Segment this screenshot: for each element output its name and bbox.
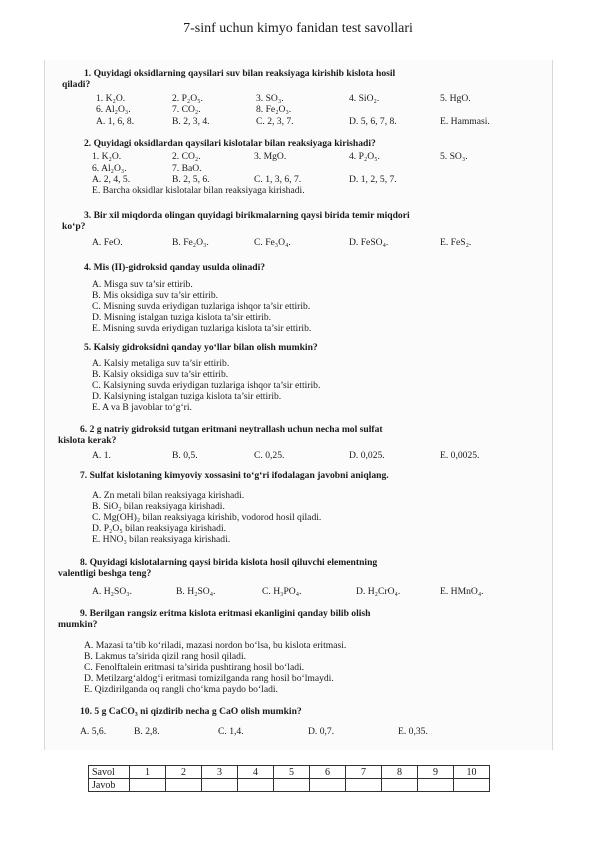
answer-table-row2-label: Javob [89,779,130,792]
question-1-option: 1. K₂O. [96,93,126,104]
question-6-text: 6. 2 g natriy gidroksid tutgan eritmani neytrallash uchun necha mol sulfat [80,424,383,435]
answer-cell[interactable] [346,779,382,792]
question-2-option: 2. CO₂. [172,151,201,162]
question-8-option: A. H₂SO₃. [92,586,133,597]
question-3-option: B. Fe₂O₃. [172,237,209,248]
question-10-text: 10. 5 g CaCO₃ ni qizdirib necha g CaO olish mumkin? [80,706,302,717]
answer-table-question-row [89,766,490,779]
question-2-text: 2. Quyidagi oksidlardan qaysilari kislotalar bilan reaksiyaga kirishadi? [84,138,376,149]
question-3-option: E. FeS₂. [440,237,472,248]
question-1-option: 5. HgO. [440,93,471,104]
answer-cell[interactable] [238,779,274,792]
question-9-text: 9. Berilgan rangsiz eritma kislota eritmasi ekanligini qanday bilib olish [80,608,371,619]
answer-cell[interactable] [166,779,202,792]
question-5-text: 5. Kalsiy gidroksidni qanday yo‘llar bilan olish mumkin? [84,342,318,353]
question-6-option: A. 1. [92,450,111,461]
answer-cell[interactable] [310,779,346,792]
question-4-option: B. Mis oksidiga suv ta’sir ettirib. [92,290,219,301]
question-number-cell: 5 [274,766,310,779]
question-number-cell: 6 [310,766,346,779]
question-2-option: B. 2, 5, 6. [172,174,210,185]
question-2-option: 6. Al₂O₃. [92,163,127,174]
question-7-option: B. SiO₂ bilan reaksiyaga kirishadi. [92,501,225,512]
question-7-option: D. P₂O₅ bilan reaksiyaga kirishadi. [92,523,227,534]
question-4-option: E. Misning suvda eriydigan tuzlariga kislota ta’sir ettirib. [92,323,312,334]
answer-table [88,765,490,792]
question-2-option: D. 1, 2, 5, 7. [349,174,397,185]
question-3-option: D. FeSO₄. [349,237,389,248]
question-9-option: E. Qizdirilganda oq rangli cho‘kma paydo bo‘ladi. [84,684,278,695]
question-1-option: 4. SiO₂. [349,93,380,104]
question-8-text: valentligi beshga teng? [58,568,152,579]
question-5-option: D. Kalsiyning istalgan tuziga kislota ta’sir ettirib. [92,391,282,402]
answer-cell[interactable] [418,779,454,792]
question-9-option: A. Mazasi ta’tib ko‘riladi, mazasi nordon bo‘lsa, bu kislota eritmasi. [84,640,347,651]
question-5-option: C. Kalsiyning suvda eriydigan tuzlariga ishqor ta’sir ettirib. [92,380,321,391]
page-title: 7-sinf uchun kimyo fanidan test savollari [183,21,413,36]
question-number-cell: 2 [166,766,202,779]
answer-table-row1-label: Savol [89,766,130,779]
answer-cell[interactable] [130,779,166,792]
question-number-cell: 7 [346,766,382,779]
question-2-option: A. 2, 4, 5. [92,174,131,185]
question-8-option: B. H₂SO₄. [176,586,216,597]
question-6-text: kislota kerak? [58,435,117,446]
question-8-option: C. H₃PO₄. [262,586,302,597]
answer-table-answer-row [89,779,490,792]
question-10-option: C. 1,4. [218,726,244,737]
scan-edge-right [552,60,553,750]
question-1-option: D. 5, 6, 7, 8. [349,116,397,127]
question-3-option: A. FeO. [92,237,123,248]
question-5-option: B. Kalsiy oksidiga suv ta’sir ettirib. [92,369,229,380]
question-number-cell: 3 [202,766,238,779]
question-8-text: 8. Quyidagi kislotalarning qaysi birida kislota hosil qiluvchi elementning [80,557,378,568]
answer-cell[interactable] [454,779,490,792]
question-9-text: mumkin? [58,619,98,630]
question-1-option: 7. CO₂. [172,104,201,115]
question-1-option: A. 1, 6, 8. [96,116,135,127]
question-number-cell: 9 [418,766,454,779]
question-6-option: D. 0,025. [349,450,385,461]
question-2-option: 7. BaO. [172,163,202,174]
question-1-option: 6. Al₂O₃. [96,104,131,115]
question-2-option: C. 1, 3, 6, 7. [254,174,302,185]
question-1-option: B. 2, 3, 4. [172,116,210,127]
question-number-cell: 8 [382,766,418,779]
question-2-option: 5. SO₃. [440,151,468,162]
question-number-cell: 10 [454,766,490,779]
scan-edge-left [44,60,45,750]
question-8-option: E. HMnO₄. [440,586,484,597]
answer-cell[interactable] [202,779,238,792]
question-6-option: E. 0,0025. [440,450,480,461]
question-6-option: B. 0,5. [172,450,198,461]
question-10-option: B. 2,8. [134,726,160,737]
question-3-text: ko‘p? [62,221,86,232]
question-1-option: C. 2, 3, 7. [256,116,294,127]
question-10-option: E. 0,35. [398,726,428,737]
question-3-option: C. Fe₃O₄. [254,237,291,248]
question-1-option: 2. P₂O₅. [172,93,203,104]
question-9-option: C. Fenolftalein eritmasi ta’sirida pushtirang hosil bo‘ladi. [84,662,305,673]
question-7-option: C. Mg(OH)₂ bilan reaksiyaga kirishib, vodorod hosil qiladi. [92,512,322,523]
question-4-text: 4. Mis (II)-gidroksid qanday usulda olinadi? [84,262,266,273]
question-9-option: D. Metilzarg‘aldog‘i eritmasi tomizilganda rang hosil bo‘lmaydi. [84,673,334,684]
question-3-text: 3. Bir xil miqdorda olingan quyidagi birikmalarning qaysi birida temir miqdori [84,210,410,221]
question-5-option: A. Kalsiy metaliga suv ta’sir ettirib. [92,358,230,369]
question-2-option: 4. P₂O₅. [349,151,380,162]
question-1-text: qiladi? [62,79,91,90]
question-1-option: 8. Fe₂O₃. [256,104,292,115]
question-4-option: D. Misning istalgan tuziga kislota ta’sir ettirib. [92,312,272,323]
question-10-option: D. 0,7. [308,726,335,737]
question-4-option: A. Misga suv ta’sir ettirib. [92,279,193,290]
answer-cell[interactable] [382,779,418,792]
question-1-option: E. Hammasi. [440,116,490,127]
question-2-option: E. Barcha oksidlar kislotalar bilan reaksiyaga kirishadi. [92,185,305,196]
question-number-cell: 1 [130,766,166,779]
question-2-option: 1. K₂O. [92,151,122,162]
question-1-option: 3. SO₃. [256,93,284,104]
question-6-option: C. 0,25. [254,450,285,461]
question-7-option: E. HNO₃ bilan reaksiyaga kirishadi. [92,534,231,545]
question-1-text: 1. Quyidagi oksidlarning qaysilari suv bilan reaksiyaga kirishib kislota hosil [84,68,396,79]
question-7-option: A. Zn metali bilan reaksiyaga kirishadi. [92,490,245,501]
question-5-option: E. A va B javoblar to‘g‘ri. [92,402,192,413]
question-9-option: B. Lakmus ta’sirida qizil rang hosil qiladi. [84,651,247,662]
question-10-option: A. 5,6. [80,726,107,737]
question-7-text: 7. Sulfat kislotaning kimyoviy xossasini to‘g‘ri ifodalagan javobni aniqlang. [80,470,389,481]
question-number-cell: 4 [238,766,274,779]
question-4-option: C. Misning suvda eriydigan tuzlariga ishqor ta’sir ettirib. [92,301,311,312]
answer-cell[interactable] [274,779,310,792]
question-2-option: 3. MgO. [254,151,287,162]
question-8-option: D. H₂CrO₄. [356,586,401,597]
